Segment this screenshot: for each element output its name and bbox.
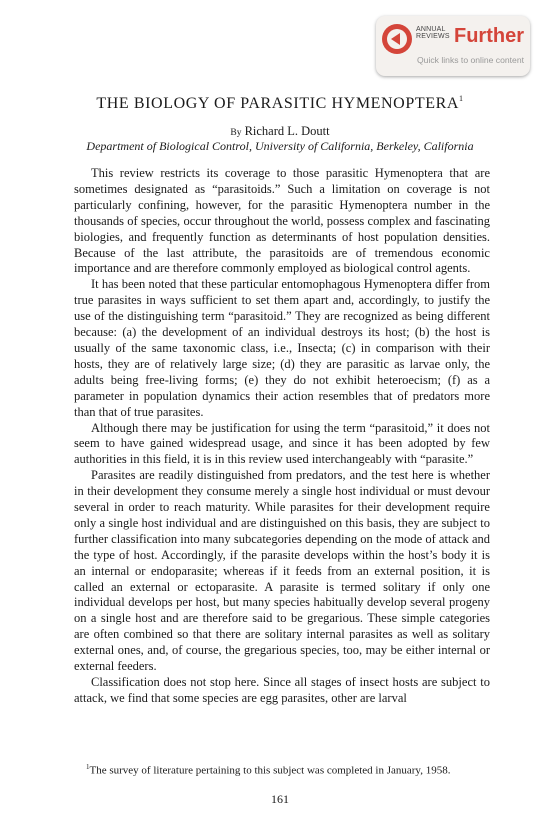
badge-publisher: ANNUAL REVIEWS xyxy=(416,26,450,40)
footnote-text: The survey of literature pertaining to this subject was completed in January, 1958. xyxy=(89,764,451,777)
page-number: 161 xyxy=(271,792,289,806)
badge-further-label: Further xyxy=(454,25,524,47)
annual-reviews-further-badge[interactable] xyxy=(376,16,530,76)
paragraph: Parasites are readily distinguished from predators, and the test here is whether in their development they consume merely a single host individual or must devour several in order to reach maturity. While parasites for their development require only a single host individual and are distinguished on this basis, they are subject to further classification into many subcategories depending on the mode of attack and the type of host. Accordingly, if the parasite develops within the host’s body it is an internal or endoparasite; whereas if it feeds from an external position, it is called an external or ectoparasite. A parasite is termed solitary if only one individual develops per host, but many species habitually develop several progeny on a single host and are therefore said to be gregarious. These simple categories are often combined so that there are solitary internal parasites as well as solitary external ones, and, of course, the gregarious species, too, may be either internal or external feeders. xyxy=(74,468,490,674)
article-title: THE BIOLOGY OF PARASITIC HYMENOPTERA$^1$ xyxy=(96,94,464,112)
article-body xyxy=(74,166,490,707)
paragraph: It has been noted that these particular entomophagous Hymenoptera differ from true parasites in ways sufficient to set them apart and, accordingly, to justify the use of the distinguishing term “parasitoid.” They are recognized as being different because: (a) the development of an individual destroys its host; (b) the host is usually of the same taxonomic class, i.e., Insecta; (c) in comparison with their hosts, they are of relatively large size; (d) they are parasitic as larvae only, the adults being free-living forms; (e) they do not exhibit heteroecism; (f) as a parameter in population dynamics their action resembles that of predators more than that of true parasites. xyxy=(74,277,490,419)
paragraph: Although there may be justification for using the term “parasitoid,” it does not seem to have gained widespread usage, and since it has been adopted by few authorities in this field, it is in this review used interchangeably with “parasite.” xyxy=(74,420,490,467)
paragraph: This review restricts its coverage to those parasitic Hymenoptera that are sometimes designated as “parasitoids.” Such a limitation on coverage is not particularly confining, however, for the parasitic Hymenoptera number in the thousands of species, occur throughout the world, possess complex and fascinating biologies, and frequently function as determinants of host population densities. Because of the last attribute, the parasitoids are of tremendous economic importance and are therefore commonly employed as biological control agents. xyxy=(74,166,490,276)
affiliation: Department of Biological Control, University of California, Berkeley, California xyxy=(86,139,474,153)
footnote xyxy=(74,760,490,778)
author-name: Richard L. Doutt xyxy=(244,124,330,138)
byline: By Richard L. Doutt xyxy=(230,124,330,138)
badge-subtitle: Quick links to online content xyxy=(417,55,525,65)
footnote-mark: 1 xyxy=(86,763,90,771)
paragraph: Classification does not stop here. Since all stages of insect hosts are subject to attack, we find that some species are egg parasites, other are larval xyxy=(74,675,490,705)
speaker-icon xyxy=(382,24,412,54)
title-footnote-mark: 1 xyxy=(459,94,464,103)
